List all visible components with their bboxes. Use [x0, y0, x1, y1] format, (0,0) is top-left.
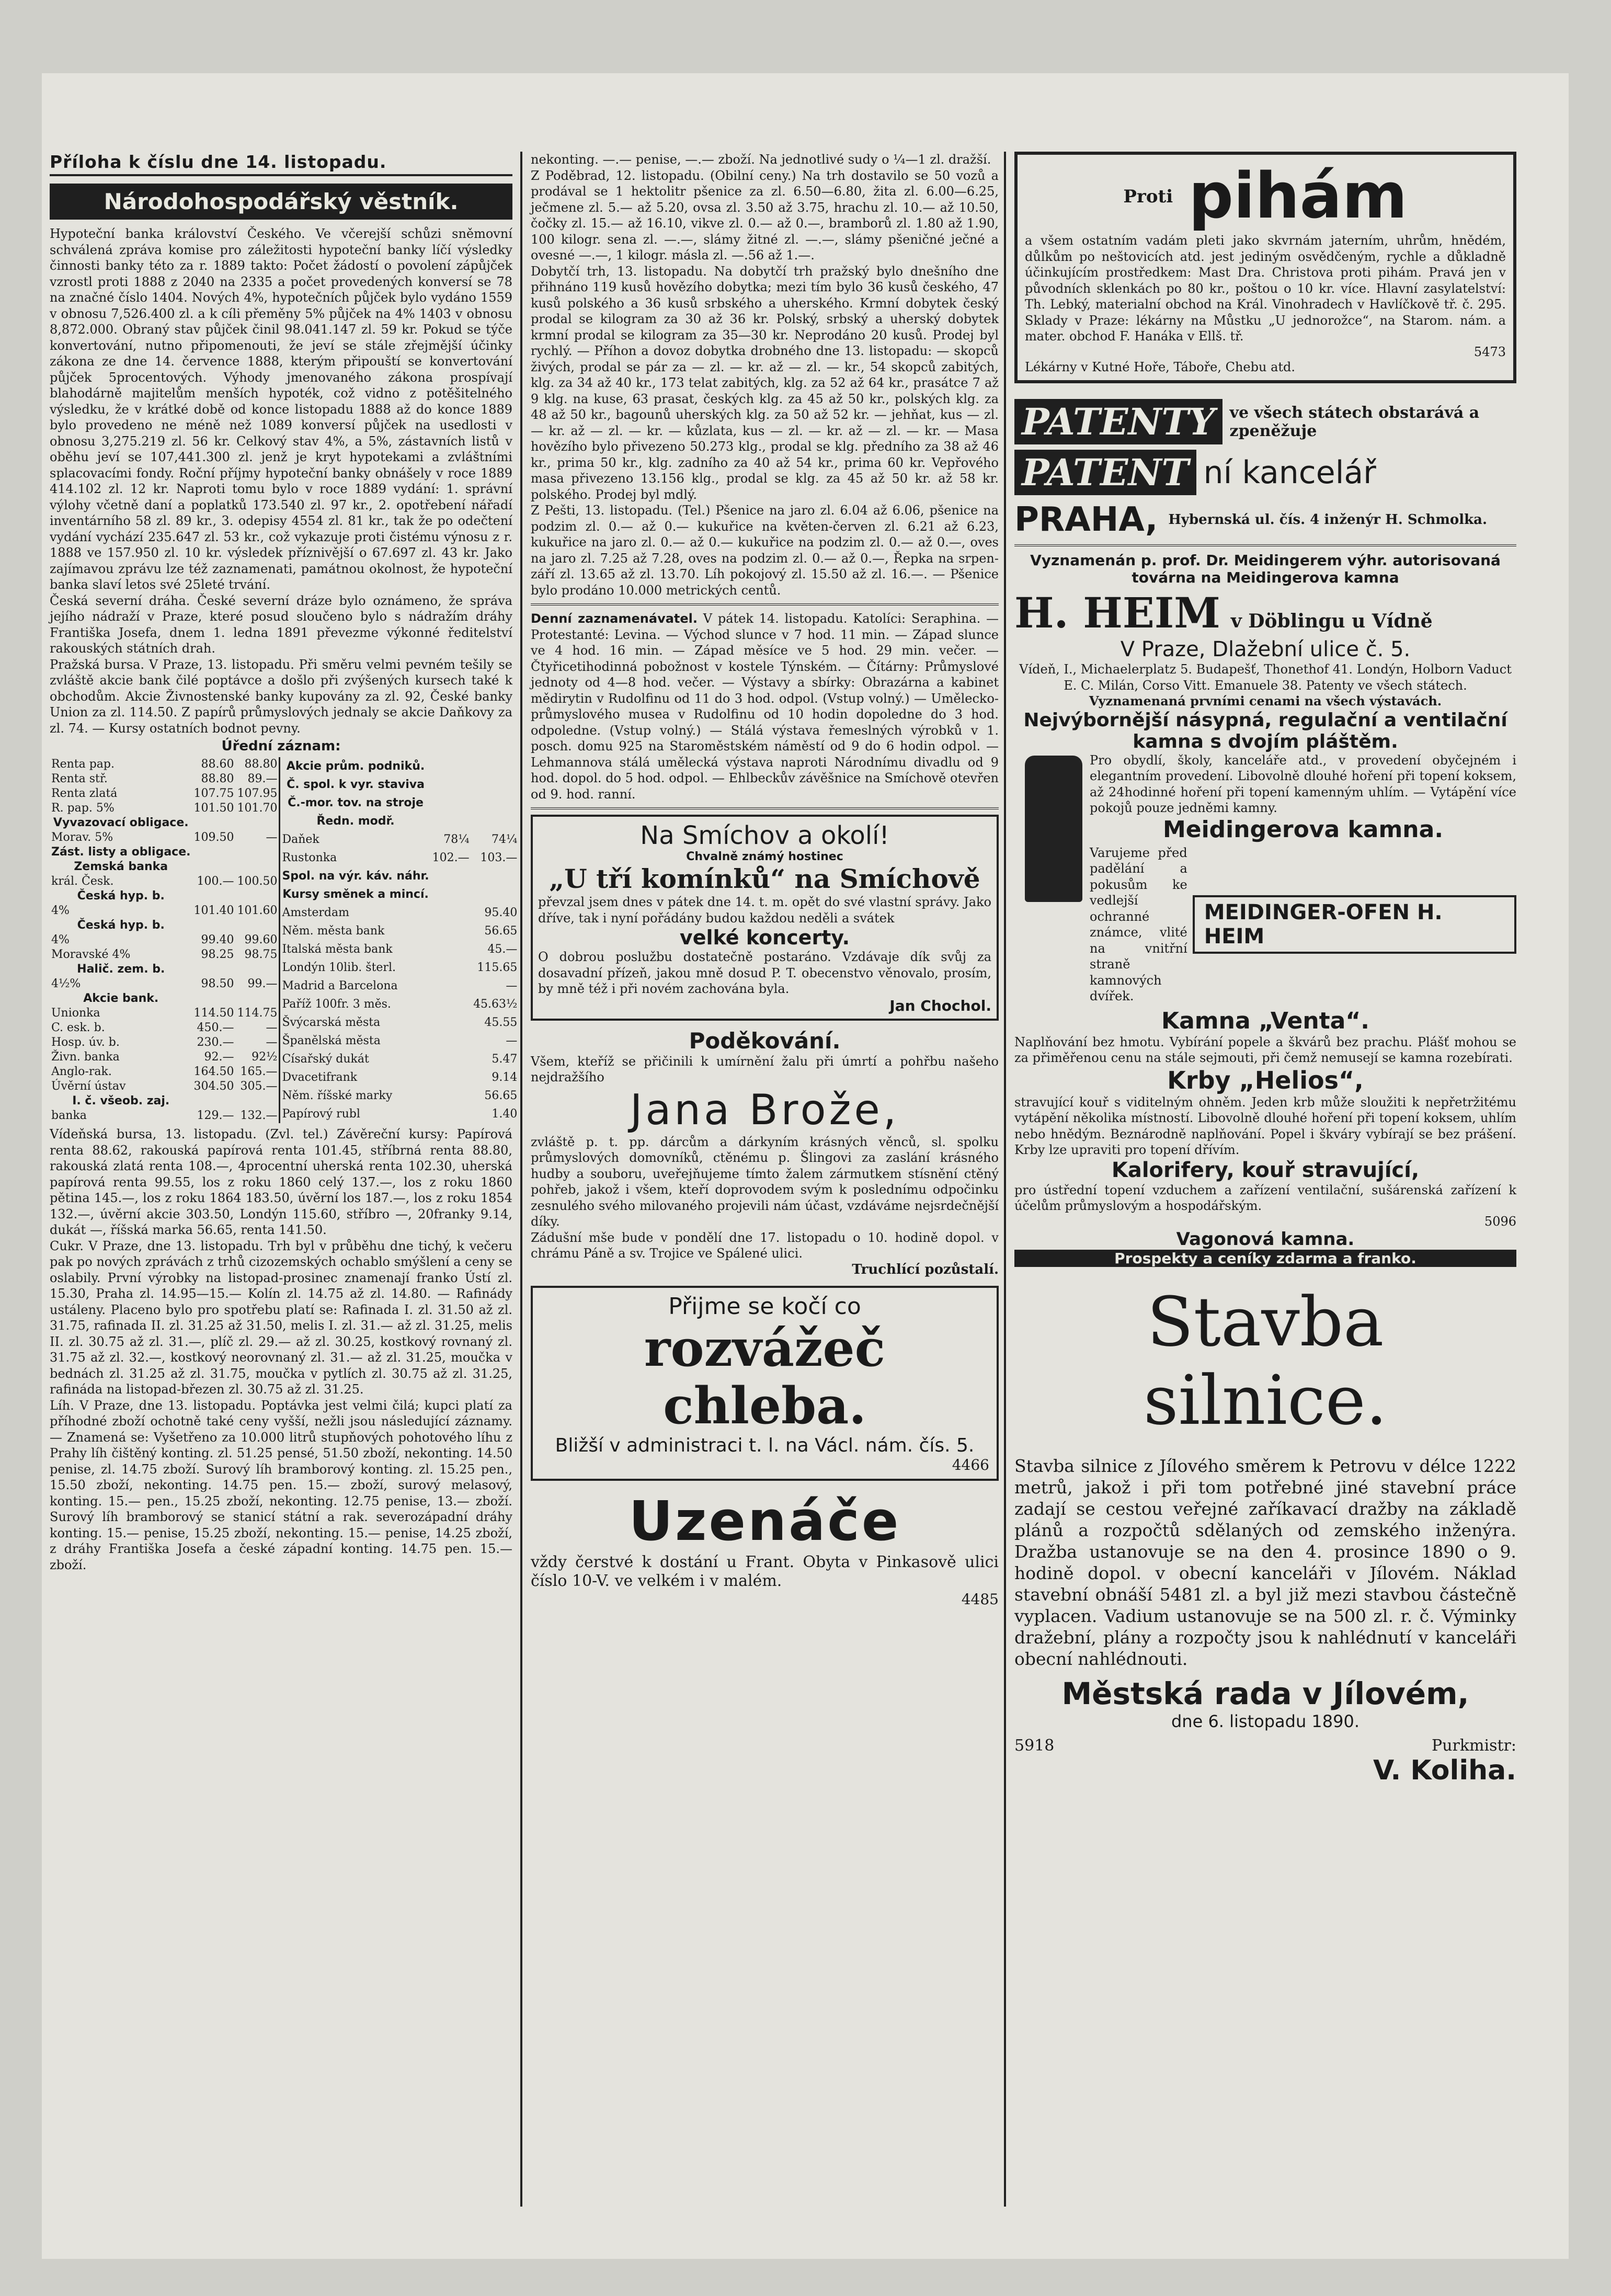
ad-smichov-body: převzal jsem dnes v pátek dne 14. t. m. opět do své vlastní správy. Jako dříve, tak i nyní pořádány budou každou neděli a svátek: [538, 895, 991, 926]
quote-value: [431, 775, 472, 794]
quote-value: 1.40: [492, 1107, 518, 1121]
quote-value: 101.70: [237, 802, 278, 815]
quote-value: [235, 991, 279, 1006]
article-podebrady: Z Poděbrad, 12. listopadu. (Obilní ceny.) Na trh dostavilo se 50 vozů a prodával se 1 hektolitr pšenice za zl. 6.50—6.80, žita zl. 6.00—6.25, ječmene zl. 5.— až 5.20, ovsa zl. 3.50 až 3.75, hrachu zl. 10.— až 10.50, čočky zl. 15.— až 16.10, vikve zl. 0.— až 0.—, bramborů zl. 1.80 až 1.90, 100 kilogr. sena zl. —.—, slámy žitné zl. —.—, slámy pšeničné ječné a ovesné —.—, 1 kilogr. másla zl. —.56 až 1.—.: [531, 168, 999, 262]
patent-side: ní kancelář: [1203, 454, 1376, 491]
quote-row: [50, 1079, 279, 1094]
kalorifery: Kalorifery, kouř stravující,: [1111, 1158, 1420, 1182]
quote-value: 98.25: [201, 948, 234, 961]
freckle-header: [1025, 160, 1506, 233]
article-dobytci-trh: Dobytčí trh, 13. listopadu. Na dobytčí trh pražský bylo dnešního dne přihnáno 119 kusů hovězího dobytka; mezi tím bylo 36 kusů českého, 47 kusů polského a 36 kusů srbského a uherského. Krmní dobytek český prodal se kilogram za 30 až 36 kr. Polský, srbský a uherský dobytek krmní prodal se kilogram za 35—30 kr. Neprodáno 20 kusů. Prodej byl rychlý. — Příhon a dovoz dobytka drobného dne 13. listopadu: — skopců živých, prodal se pár za — zl. — kr. až — zl. — kr., 54 skopců zabitých, klg. za 34 až 40 kr., 173 telat zabitých, klg. za 52 až 64 kr., prasátce 7 až 9 klg. na kuse, 63 prasat, českých klg. za 45 až 50 kr., polských klg. za 48 až 50 kr., bagounů uherských klg. za 50 až 52 kr. — jehňat, kus — zl. — kr. až — zl. — kr. — kůzlata, kus — zl. — kr. až — zl. — kr. — Masa hovězího bylo přivezeno 50.273 klg., prodal se klg. předního za 38 až 46 kr., prima 50 kr., klg. zadního za 40 až 54 kr., prima 60 kr. Vepřového masa přivezeno 13.156 klg., prodal se klg. za 45 až 50 kr. až 58 kr. polského. Prodej byl mdlý.: [531, 264, 999, 502]
kamna-venta: Kamna „Venta“.: [1161, 1007, 1369, 1034]
quote-value: 56.65: [484, 924, 518, 938]
quote-value: —: [266, 831, 278, 844]
quote-value: 230.—: [197, 1036, 234, 1049]
ad-smichov-sub: Chvalně známý hostinec: [686, 850, 843, 863]
quote-value: [192, 860, 235, 874]
quote-label: Halič. zem. b.: [77, 963, 165, 976]
quotation-table-left: [50, 757, 279, 1123]
quote-label: Česká hyp. b.: [77, 919, 165, 932]
sausage-body: vždy čerstvé k dostání u Frant. Obyta v Pinkasově ulici číslo 10-V. ve velkém i v malém.: [531, 1552, 999, 1590]
quote-row: [50, 1006, 279, 1021]
quote-label: Č.-mor. tov. na stroje: [288, 796, 424, 809]
quote-row: [280, 812, 519, 830]
quote-value: 304.50: [193, 1080, 234, 1093]
road-sign: Městská rada v Jílovém,: [1061, 1675, 1469, 1711]
quote-value: 450.—: [197, 1021, 234, 1034]
divider: [1014, 544, 1516, 546]
quote-label: Úvěrní ústav: [51, 1080, 126, 1093]
quote-label: banka: [51, 1109, 87, 1122]
kalorifery-code: 5096: [1484, 1214, 1516, 1229]
quote-row: [280, 958, 519, 977]
ad-smichov: [531, 815, 999, 1021]
article-lih: Líh. V Praze, dne 13. listopadu. Poptávka jest velmi čilá; kupci platí za příhodné zboží ochotně také ceny vyšší, nežli jsou následující záznamy. — Znamená se: Vyšetřeno za 10.000 litrů stupňových pohotového líhu z Prahy líh čištěný konting. zl. 51.25 pensé, 51.50 zboží, nekonting. 14.50 penise, zl. 14.75 zboží. Surový líh bramborový konting. zl. 15.25 pen., 15.50 zboží, nekonting. 14.75 pen. 15.— zboží, surový melasový, konting. 15.— pen., 15.25 zboží, nekonting. 12.75 penise, 13.— zboží. Surový líh bramborový se stanicí státní a rak. severozápadní dráhy konting. 15.— penise, 15.25 zboží, nekonting. 15.— penise, 14.25 zboží, z dráhy Františka Josefa a české západní konting. 14.75 pen. 15.— zboží.: [50, 1398, 512, 1572]
quote-value: [192, 962, 235, 977]
venta-body: Naplňování bez hmotu. Vybírání popele a škvárů bez prachu. Plášť mohou se za přiměřenou cenu na stále sejmouti, při čemž nemusejí se kamna rozebírati.: [1014, 1034, 1516, 1065]
notices-body: V pátek 14. listopadu. Katolíci: Seraphina. — Protestanté: Levina. — Východ slunce v 7 hod. 11 min. — Západ slunce ve 4 hod. 16 min. — Západ měsíce ve 5 hod. 29 min. večer. — Čtyřicetihodinná pobožnost v kostele Týnském. — Čítárny: Průmyslové jednoty od 4—8 hod. večer. — Výstavy a sbírky: Obrazárna a kabinet mědirytin v Rudolfinu od 11 do 3 hod. odpol. (Vstup volný.) — Umělecko-průmyslového musea v Rudolfinu od 10 hodin dopoledne do 3 hod. odpoledne. (Vstup volný.) — Stálá výstava řemeslných výrobků v 1. posch. domu 925 na Staroměstském náměstí od 9 do 6 hodin odpol. — Lehmannova stálá umělecká výstava naproti Národnímu divadlu od 9 hod. dopol. do 5 hod. odpol. — Ehlbeckův závěšnice na Smíchově otevřen od 9. hod. ranní.: [531, 611, 999, 802]
quote-label: Živn. banka: [51, 1050, 120, 1064]
quote-row: [280, 867, 519, 885]
quote-value: [431, 958, 472, 977]
quotation-tables: [50, 754, 518, 1123]
freckle-branches: Lékárny v Kutné Hoře, Táboře, Chebu atd.: [1025, 359, 1296, 374]
quote-value: 98.50: [201, 977, 234, 990]
ad-freckles: [1014, 152, 1516, 383]
road-name: V. Koliha.: [1373, 1754, 1516, 1786]
quote-value: 164.50: [193, 1065, 234, 1078]
quote-row: [50, 933, 279, 947]
quote-label: Dvacetifrank: [282, 1070, 358, 1084]
quote-row: [280, 794, 519, 812]
heim-place: v Döblingu u Vídně: [1230, 610, 1433, 632]
quotation-table-right: [279, 757, 519, 1123]
heim-best: Nejvýbornější násypná, regulační a ventilační kamna s dvojím pláštěm.: [1023, 709, 1507, 752]
quote-label: 4½%: [51, 977, 81, 990]
quote-value: 132.—: [240, 1109, 278, 1122]
quote-row: [280, 1050, 519, 1068]
quote-value: [431, 1087, 472, 1105]
column-rule-2: [1004, 152, 1006, 2207]
patent-word: PATENT: [1014, 450, 1196, 495]
ad-thanks: [531, 1028, 999, 1277]
ad-smichov-heading: Na Smíchov a okolí!: [640, 821, 889, 850]
quote-label: Spol. na výr. káv. náhr.: [282, 869, 429, 883]
ad-sausage: [531, 1489, 999, 1608]
column-ads: [1014, 152, 1516, 1786]
road-title: Stavba silnice.: [1143, 1282, 1388, 1440]
quote-value: 45.63½: [473, 997, 518, 1011]
quote-value: 5.47: [492, 1052, 518, 1066]
quote-row: [280, 849, 519, 867]
quote-value: [472, 867, 519, 885]
ad-heim: [1014, 552, 1516, 1267]
quote-value: 114.75: [237, 1007, 278, 1020]
quote-row: [280, 922, 519, 940]
praha-word: PRAHA,: [1014, 500, 1158, 539]
stove-illustration: [1025, 756, 1082, 902]
road-code: 5918: [1014, 1736, 1055, 1755]
thanks-notice: Zádušní mše bude v pondělí dne 17. listopadu o 10. hodině dopol. v chrámu Páně a sv. Trojice ve Spálené ulici.: [531, 1230, 999, 1261]
quote-row: [50, 918, 279, 933]
quote-row: [280, 775, 519, 794]
quote-value: [431, 922, 472, 940]
quote-value: [431, 1068, 472, 1087]
quote-value: [472, 757, 519, 775]
table-title: Úřední záznam:: [221, 738, 341, 754]
freckle-title: pihám: [1189, 160, 1408, 233]
quote-value: —: [506, 1034, 518, 1047]
quote-label: Č. spol. k vyr. staviva: [287, 778, 425, 791]
thanks-name: Jana Brože,: [630, 1085, 900, 1134]
quote-row: [50, 874, 279, 889]
quote-value: 114.50: [193, 1007, 234, 1020]
quote-row: [50, 889, 279, 904]
heim-praha: V Praze, Dlažební ulice č. 5.: [1120, 637, 1411, 661]
quote-row: [280, 995, 519, 1013]
quote-value: 88.80: [244, 758, 278, 771]
freckle-code: 5473: [1473, 344, 1506, 359]
supplement-title: Příloha k číslu dne 14. listopadu.: [50, 152, 512, 176]
freckle-body: a všem ostatním vadám pleti jako skvrnám jaterním, uhrům, hnědém, důlkům po neštovicích atd. jest jediným osvědčeným, rychle a důkladně účinkujícím prostředkem: Mast Dra. Christova proti pihám. Pravá jen v původních sklenkách po 80 kr., poštou o 10 kr. více. Hlavní zasylatelství: Th. Lebký, materialní obchod na Král. Vinohradech v Havlíčkově tř. č. 295. Sklady v Praze: lékárny na Můstku „U jednorožce“, na Starom. nám. a mater. obchod F. Hanáka v Ellš. tř.: [1025, 233, 1506, 344]
quote-row: [280, 757, 519, 775]
quote-value: [472, 885, 519, 904]
quote-row: [280, 1013, 519, 1032]
quote-label: R. pap. 5%: [51, 802, 115, 815]
quote-row: [50, 1109, 279, 1123]
patents-word: PATENTY: [1014, 399, 1222, 444]
quote-label: Něm. města bank: [282, 924, 385, 938]
ad-smichov-inn: „U tří komínků“ na Smíchově: [549, 863, 980, 894]
bread-line1: Přijme se kočí co: [668, 1293, 861, 1320]
quote-label: Česká hyp. b.: [77, 889, 165, 903]
quote-value: 92½: [252, 1050, 278, 1064]
article-lih-cont: nekonting. —.— penise, —.— zboží. Na jednotlivé sudy o ¼—1 zl. dražší.: [531, 152, 991, 167]
quote-value: 305.—: [240, 1080, 278, 1093]
bread-line2: rozvážeč chleba.: [644, 1318, 886, 1435]
ad-smichov-sign: Jan Chochol.: [889, 997, 991, 1014]
quote-value: 88.80: [201, 772, 234, 785]
quote-value: [235, 860, 279, 874]
column-finance: [50, 152, 518, 1573]
sausage-code: 4485: [961, 1590, 999, 1608]
heim-meid: Meidingerova kamna.: [1162, 816, 1444, 843]
road-date: dne 6. listopadu 1890.: [1171, 1711, 1360, 1731]
quote-label: Švýcarská města: [282, 1015, 381, 1029]
helios: Krby „Helios“,: [1167, 1066, 1364, 1094]
quote-value: —: [266, 1021, 278, 1034]
helios-body: stravující kouř s viditelným ohněm. Jeden krb může sloužiti k nepřetržitému vytápění několika místností. Libovolně dlouhé hoření při topení koksem, uhlím nebo hnědým. Beznárodně naplňování. Popel i škváry vybírají se bez prášení. Krby lze upraviti pro topení dřívím.: [1014, 1094, 1516, 1157]
quote-value: [431, 757, 472, 775]
bread-line3: Bližší v administraci t. l. na Václ. nám. čís. 5.: [555, 1434, 975, 1456]
quote-value: 74¼: [492, 832, 518, 846]
quote-value: 101.50: [193, 802, 234, 815]
quote-row: [280, 885, 519, 904]
quote-value: [192, 918, 235, 933]
quote-label: Unionka: [51, 1007, 100, 1020]
kalorifery-body: pro ústřední topení vzduchem a zařízení ventilační, sušárenská zařízení k účelům průmyslovým a hospodářským.: [1014, 1182, 1516, 1213]
quote-label: Papírový rubl: [282, 1107, 360, 1121]
quote-value: [192, 816, 235, 830]
quote-value: 88.60: [201, 758, 234, 771]
quote-row: [50, 1094, 279, 1109]
quote-value: [431, 794, 472, 812]
quote-value: 56.65: [484, 1089, 518, 1102]
ad-bread: [531, 1286, 999, 1481]
road-mayor: Purkmistr:: [1432, 1736, 1516, 1755]
quote-label: Moravské 4%: [51, 948, 131, 961]
quote-value: [235, 918, 279, 933]
quote-value: 9.14: [492, 1070, 518, 1084]
quote-row: [50, 1021, 279, 1035]
column-markets: [531, 152, 999, 1608]
freckle-pre: Proti: [1123, 186, 1173, 207]
quote-row: [50, 830, 279, 845]
quote-row: [280, 1105, 519, 1123]
quote-value: 129.—: [197, 1109, 234, 1122]
quote-value: [235, 1094, 279, 1109]
quote-value: [235, 889, 279, 904]
quote-row: [50, 845, 279, 860]
quote-value: [235, 962, 279, 977]
quote-row: [50, 962, 279, 977]
ad-patents: [1014, 399, 1516, 539]
article-pest: Z Pešti, 13. listopadu. (Tel.) Pšenice na jaro zl. 6.04 až 6.06, pšenice na podzim zl. 0.— až 0.— kukuřice na květen-červen zl. 6.21 až 6.23, kukuřice na jaro zl. 0.— až 0.— kukuřice na podzim zl. 0.— až 0.—, oves na jaro zl. 7.25 až 7.28, oves na podzim zl. 0.— až 0.—, Řepka na srpen-září zl. 13.65 až zl. 13.70. Líh pokojový zl. 15.50 až zl. 16.—. — Pšenice bylo prodáno 10.000 metrických centů.: [531, 503, 999, 598]
meidinger-logo: MEIDINGER-OFEN H. HEIM: [1193, 895, 1516, 954]
quote-value: 45.—: [487, 942, 518, 956]
quote-row: [50, 1050, 279, 1065]
divider: [531, 807, 999, 809]
quote-label: 4%: [51, 933, 70, 946]
quote-value: 102.—: [432, 851, 470, 864]
quote-value: [192, 1094, 235, 1109]
heim-top: Vyznamenán p. prof. Dr. Meidingerem výhr. autorisovaná továrna na Meidingerova kamna: [1030, 552, 1501, 586]
quote-row: [280, 1032, 519, 1050]
heim-addr: Vídeň, I., Michaelerplatz 5. Budapešť, Thonethof 41. Londýn, Holborn Vaduct E. C. Milán, Corso Vitt. Emanuele 38. Patenty ve všech státech.: [1019, 662, 1512, 693]
quote-value: 99.60: [244, 933, 278, 946]
quote-label: Anglo-rak.: [51, 1065, 112, 1078]
quote-value: 99.—: [247, 977, 278, 990]
prospect: Prospekty a ceníky zdarma a franko.: [1014, 1250, 1516, 1267]
quote-value: 165.—: [240, 1065, 278, 1078]
section-banner: Národohospodářský věstník.: [50, 184, 512, 220]
quote-label: Amsterdam: [282, 906, 349, 919]
quote-label: Morav. 5%: [51, 831, 113, 844]
quote-label: 4%: [51, 904, 70, 917]
quote-label: Londýn 10lib. šterl.: [282, 961, 396, 974]
quote-value: 100.50: [237, 875, 278, 888]
thanks-sign: Truchlící pozůstalí.: [852, 1261, 999, 1277]
sausage-title: Uzenáče: [629, 1489, 901, 1553]
ad-smichov-body2: O dobrou poslužbu dostatečně postaráno. Vzdávaje dík svůj za dosavadní přízeň, jakou mně dosud P. T. obecenstvo věnovalo, prosím, by mně též i při novém zachována byla.: [538, 950, 991, 996]
quote-label: Kursy směnek a mincí.: [282, 887, 429, 901]
heim-name: H. HEIM: [1014, 588, 1220, 637]
quote-label: Paříž 100fr. 3 měs.: [282, 997, 391, 1011]
quote-value: 115.65: [477, 961, 518, 974]
quote-label: Daňek: [282, 832, 319, 846]
quote-label: C. esk. b.: [51, 1021, 105, 1034]
quote-value: [431, 1105, 472, 1123]
quote-value: 109.50: [193, 831, 234, 844]
quote-value: [431, 812, 472, 830]
quote-row: [280, 977, 519, 995]
quote-value: 45.55: [484, 1015, 518, 1029]
quote-value: [431, 867, 472, 885]
quote-row: [280, 1087, 519, 1105]
quote-label: Zemská banka: [74, 860, 168, 873]
quote-value: [235, 845, 279, 860]
quote-value: 107.75: [193, 787, 234, 800]
quote-value: 89.—: [247, 772, 278, 785]
quote-row: [50, 816, 279, 830]
quote-value: 101.40: [193, 904, 234, 917]
quote-row: [280, 940, 519, 958]
quote-value: 103.—: [480, 851, 518, 864]
quote-value: —: [506, 979, 518, 992]
quote-label: I. č. všeob. zaj.: [72, 1094, 170, 1107]
heim-warn: Varujeme před padělání a pokusům ke vedlejší ochranné známce, vlité na vnitřní straně kamnových dvířek.: [1090, 845, 1187, 1003]
quote-row: [50, 757, 279, 772]
quote-label: Rustonka: [282, 851, 337, 864]
quote-label: Renta zlatá: [51, 787, 118, 800]
quote-label: Vyvazovací obligace.: [53, 816, 189, 829]
quote-value: [431, 977, 472, 995]
heim-medals: Vyznamenaná prvními cenami na všech výstavách.: [1089, 693, 1442, 709]
quote-value: [431, 1032, 472, 1050]
quote-value: [431, 885, 472, 904]
notices-title: Denní zaznamenávatel.: [531, 611, 698, 626]
divider: [531, 603, 999, 606]
quote-row: [50, 801, 279, 816]
quote-value: [192, 889, 235, 904]
quote-row: [50, 786, 279, 801]
quote-value: [472, 794, 519, 812]
quote-value: [472, 775, 519, 794]
quote-value: 100.—: [197, 875, 234, 888]
newspaper-page: [42, 73, 1569, 2259]
thanks-intro: Všem, kteříž se přičinili k umírnění žalu při úmrtí a pohřbu našeho nejdražšího: [531, 1054, 999, 1084]
praha-addr: Hybernská ul. čís. 4 inženýr H. Schmolka.: [1168, 512, 1488, 528]
road-body: Stavba silnice z Jílového směrem k Petrovu v délce 1222 metrů, jakož i při tom potřebné jiné stavební práce zadají se cestou veřejné zaříkavací dražby na základě plánů a rozpočtů sdělaných od zemského inženýra. Dražba ustanovuje se na den 4. prosince 1890 o 9. hodině dopol. v obecní kanceláři v Jílovém. Náklad stavební obnáší 5481 zl. a byl již mezi stavbou částečně vyplacen. Vadium ustanovuje se na 500 zl. r. č. Výminky dražební, plány a rozpočty jsou k nahlédnutí v kanceláři obecní nahlédnouti.: [1014, 1455, 1516, 1669]
quote-value: 101.60: [237, 904, 278, 917]
quote-label: král. Česk.: [51, 875, 114, 888]
thanks-title: Poděkování.: [689, 1027, 841, 1054]
quote-value: [192, 845, 235, 860]
quote-value: 98.75: [244, 948, 278, 961]
quote-row: [50, 991, 279, 1006]
article-videnska-bursa: Vídeňská bursa, 13. listopadu. (Zvl. tel.) Závěreční kursy: Papírová renta 88.62, rakouská papírová renta 101.45, stříbrná renta 88.80, rakouská zlatá renta 108.—, 4procentní uherská renta 102.30, uherská papírová renta 99.55, los z roku 1860 celý 137.—, los z roku 1860 pětina 145.—, los z roku 1864 183.50, úvěrní los 187.—, los z roku 1854 132.—, úvěrní akcie 303.50, Londýn 115.60, stříbro —, 20franky 9.14, dukát —, říšská marka 56.65, renta 141.50.: [50, 1127, 512, 1237]
quote-value: 92.—: [204, 1050, 234, 1064]
article-prazska-bursa: Pražská bursa. V Praze, 13. listopadu. Při směru velmi pevném tešily se zvláště akcie bank čilé poptávce a došlo při zvýšených kursech také k obchodům. Akcie Živnostenské banky kupovány za zl. 92, České banky Union za zl. 114.50. Z papírů průmyslových jednaly se akcie Daňkovy za zl. 74. — Kursy ostatních bodnot pevny.: [50, 657, 512, 736]
heim-use: Pro obydlí, školy, kanceláře atd., v provedení obyčejném i elegantním provedení. Libovolně dlouhé hoření při topení koksem, až 24hodinné hoření při topení kamenným uhlím. — Vytápění více pokojů pouze jedněmi kamny.: [1090, 752, 1516, 815]
quote-label: Ředn. modř.: [316, 814, 395, 828]
quote-row: [50, 1035, 279, 1050]
ad-smichov-concert: velké koncerty.: [679, 926, 850, 949]
quote-label: Akcie prům. podniků.: [286, 759, 425, 773]
quote-label: Madrid a Barcelona: [282, 979, 398, 992]
quote-label: Renta stř.: [51, 772, 108, 785]
quote-value: [235, 816, 279, 830]
column-rule-1: [520, 152, 522, 2207]
article-ceska-severni-draha: Česká severní dráha. České severní dráze bylo oznámeno, že správa jejího nádraží v Praze, které posud sloučeno bylo s nádražím dráhy Františka Josefa, dnem 1. ledna 1891 převezme výkonné ředitelství rakouských státních drah.: [50, 593, 512, 656]
quote-value: 78¼: [443, 832, 470, 846]
quote-row: [50, 947, 279, 962]
quote-value: 99.40: [201, 933, 234, 946]
quote-label: Císařský dukát: [282, 1052, 369, 1066]
quote-label: Italská města bank: [282, 942, 393, 956]
quote-value: —: [266, 1036, 278, 1049]
quote-value: [431, 995, 472, 1013]
quote-value: [472, 812, 519, 830]
ad-road: [1014, 1283, 1516, 1786]
quote-value: [431, 904, 472, 922]
patents-side: ve všech státech obstarává a zpeněžuje: [1229, 403, 1480, 440]
quote-value: [192, 991, 235, 1006]
quote-label: Hosp. úv. b.: [51, 1036, 120, 1049]
quote-label: Akcie bank.: [83, 992, 159, 1005]
vagon: Vagonová kamna.: [1176, 1228, 1355, 1250]
quote-value: [431, 1013, 472, 1032]
thanks-body: zvláště p. t. pp. dárcům a dárkyním krásných věnců, sl. spolku průmyslových domovníků, ctěnému p. Šlingovi za zaslání krásného hudby a souboru, uveřejňujeme tímto žalem zármutkem stísnění ctěný pohřeb, jakož i všem, kteří doprovodem svým k poslednímu odpočinku zesnulého svého milovaného projevili nám účast, vzdáváme nejsrdečnější díky.: [531, 1134, 999, 1229]
quote-label: Něm. říšské marky: [282, 1089, 393, 1102]
article-cukr: Cukr. V Praze, dne 13. listopadu. Trh byl v průběhu dne tichý, k večeru pak po nových zprávách z trhů cizozemských ochablo smýšlení a ceny se oslabily. První výrobky na listopad-prosinec znamenají franko Ústí zl. 15.30, Praha zl. 14.95—15.— Kolín zl. 14.75 až zl. 14.80. — Rafinády ustáleny. Placeno bylo pro spotřebu platí se: Rafinada I. zl. 31.50 až zl. 31.75, rafinada II. zl. 31.25 až 31.50, melis I. zl. 31.— až zl. 31.25, melis II. zl. 30.75 až zl. 31.—, plíč zl. 29.— až zl. 30.25, kostkový rovnaný zl. 31.75 až zl. 32.—, kostkový neorovnaný zl. 31.— až zl. 31.25, moučka v bednách zl. 31.25 až zl. 31.75, moučka v pytlích zl. 30.75 až zl. 31.25, rafináda na listopad-březen zl. 30.75 až zl. 31.25.: [50, 1238, 512, 1397]
quote-value: [431, 940, 472, 958]
quote-row: [50, 904, 279, 918]
quote-row: [50, 1065, 279, 1079]
quote-row: [280, 1068, 519, 1087]
quote-value: 95.40: [484, 906, 518, 919]
quote-value: [431, 1050, 472, 1068]
article-hypoteční-banka: Hypoteční banka království Českého. Ve včerejší schůzi sněmovní schválená zpráva komise pro záležitosti hypoteční banky líčí výsledky činnosti banky této za r. 1889 takto: Počet žádostí o povolení zápůjček vzrostl proti 1888 z 2040 na 2335 a počet provedených konversí se 78 na značné číslo 1404. Nových 4%, hypotečních půjček bylo vydáno 1559 v obnosu 7,526.400 zl. a k cíli přeměny 5% půjček na 4% 1403 v obnosu 8,872.000. Obraný stav půjček činil 98.041.147 zl. 59 kr. Pokud se týče konvertování, nutno připomenouti, že jeví se stále zřejmější účinky zákona ze dne 14. července 1888, kterým připouští se konvertování půjček 5procentových. Výhody jmenovaného zákona prospívají blahodárně majitelům menších hypoték, což vidno z potěšitelného výsledku, že v krátké době od konce listopadu 1888 až do konce 1889 bylo provedeno ne méně než 1089 konversí půjček na usedlosti v obnosu 3,275.219 zl. 56 kr. Celkový stav 4%, a 5%, zástavních listů v oběhu jeví se 107,441.300 zl. jenž je kryt hypotekami a zvláštními splacovacími fondy. Roční příjmy hypoteční banky obnášely v roce 1889 414.102 zl. 12 kr. Naproti tomu bylo v roce 1889 vydání: 1. správní výlohy včetně daní a poplatků 173.540 zl. 97 kr., 2. opotřebení nářadí inventárního 58 zl. 89 kr., 3. odepisy 4554 zl. 81 kr., tak že po odečtení vydání vychází 235.647 zl. 53 kr., což vykazuje proti čistému výnosu z r. 1888 ve 157.950 zl. 10 kr. výsledek příznivější o 67.697 zl. 43 kr. Jako zajímavou zprávu lze též zaznamenati, památnou okolnost, že hypoteční banka slaví letos své 25leté trvání.: [50, 226, 512, 592]
quote-row: [280, 904, 519, 922]
quote-label: Renta pap.: [51, 758, 115, 771]
quote-row: [50, 977, 279, 991]
quote-row: [280, 830, 519, 849]
quote-label: Španělská města: [282, 1034, 381, 1047]
quote-row: [50, 860, 279, 874]
bread-code: 4466: [952, 1456, 989, 1473]
quote-label: Zást. listy a obligace.: [51, 846, 191, 859]
quote-row: [50, 772, 279, 786]
quote-value: 107.95: [237, 787, 278, 800]
